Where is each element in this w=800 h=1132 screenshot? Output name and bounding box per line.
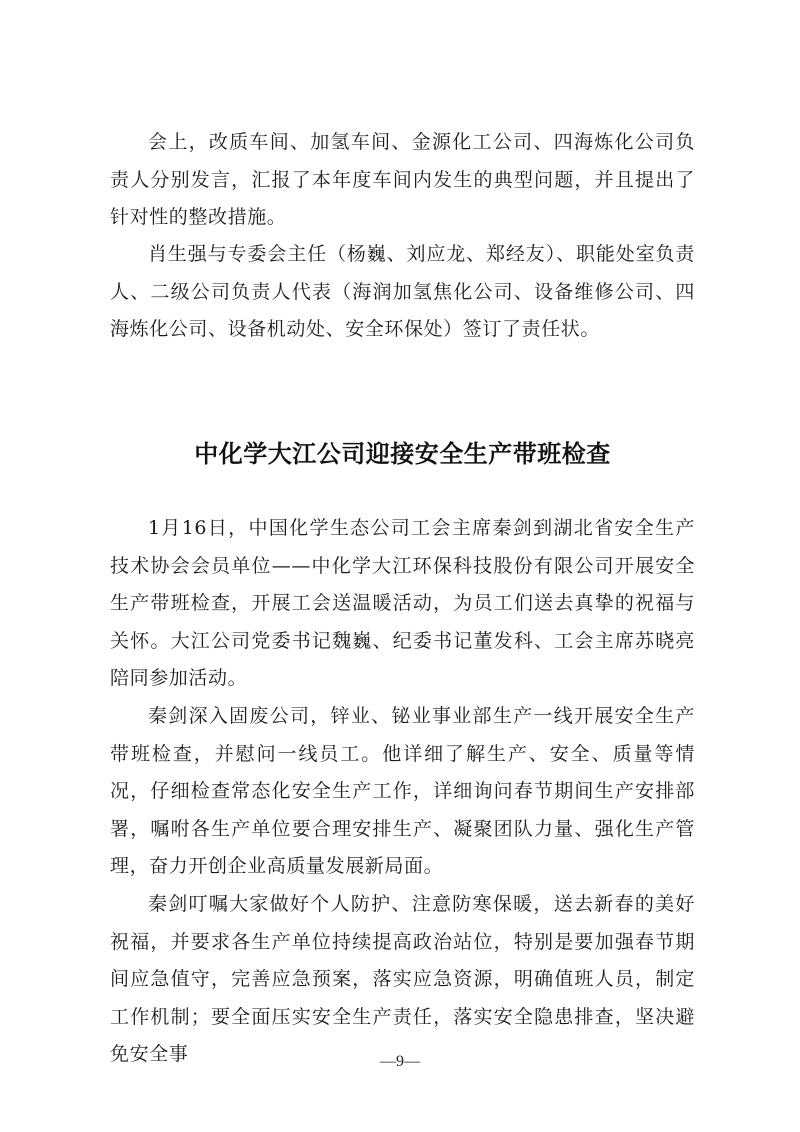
- paragraph-frontline-visit: 秦剑深入固废公司，锌业、铋业事业部生产一线开展安全生产带班检查，并慰问一线员工。他详细了解生产、安全、质量等情况，仔细检查常态化安全生产工作，详细询问春节期间生产安排部署，嘱咐各生产单位要合理安排生产、凝聚团队力量、强化生产管理，奋力开创企业高质量发展新局面。: [110, 705, 695, 877]
- paragraph-inspection-intro: 1月16日，中国化学生态公司工会主席秦剑到湖北省安全生产技术协会会员单位——中化学大江环保科技股份有限公司开展安全生产带班检查，开展工会送温暖活动，为员工们送去真挚的祝福与关怀。大江公司党委书记魏巍、纪委书记董发科、工会主席苏晓亮陪同参加活动。: [110, 517, 695, 689]
- paragraph-safety-instructions: 秦剑叮嘱大家做好个人防护、注意防寒保暖，送去新春的美好祝福，并要求各生产单位持续提高政治站位，特别是要加强春节期间应急值守，完善应急预案，落实应急资源，明确值班人员，制定工作机制；要全面压实安全生产责任，落实安全隐患排查，坚决避免安全事: [110, 893, 695, 1065]
- page-number: —9—: [380, 1053, 420, 1070]
- article-title: 中化学大江公司迎接安全生产带班检查: [194, 439, 611, 468]
- paragraph-responsibility-signing: 肖生强与专委会主任（杨巍、刘应龙、郑经友）、职能处室负责人、二级公司负责人代表（海润加氢焦化公司、设备维修公司、四海炼化公司、设备机动处、安全环保处）签订了责任状。: [110, 243, 695, 340]
- paragraph-meeting-speeches: 会上，改质车间、加氢车间、金源化工公司、四海炼化公司负责人分别发言，汇报了本年度车间内发生的典型问题，并且提出了针对性的整改措施。: [110, 131, 695, 228]
